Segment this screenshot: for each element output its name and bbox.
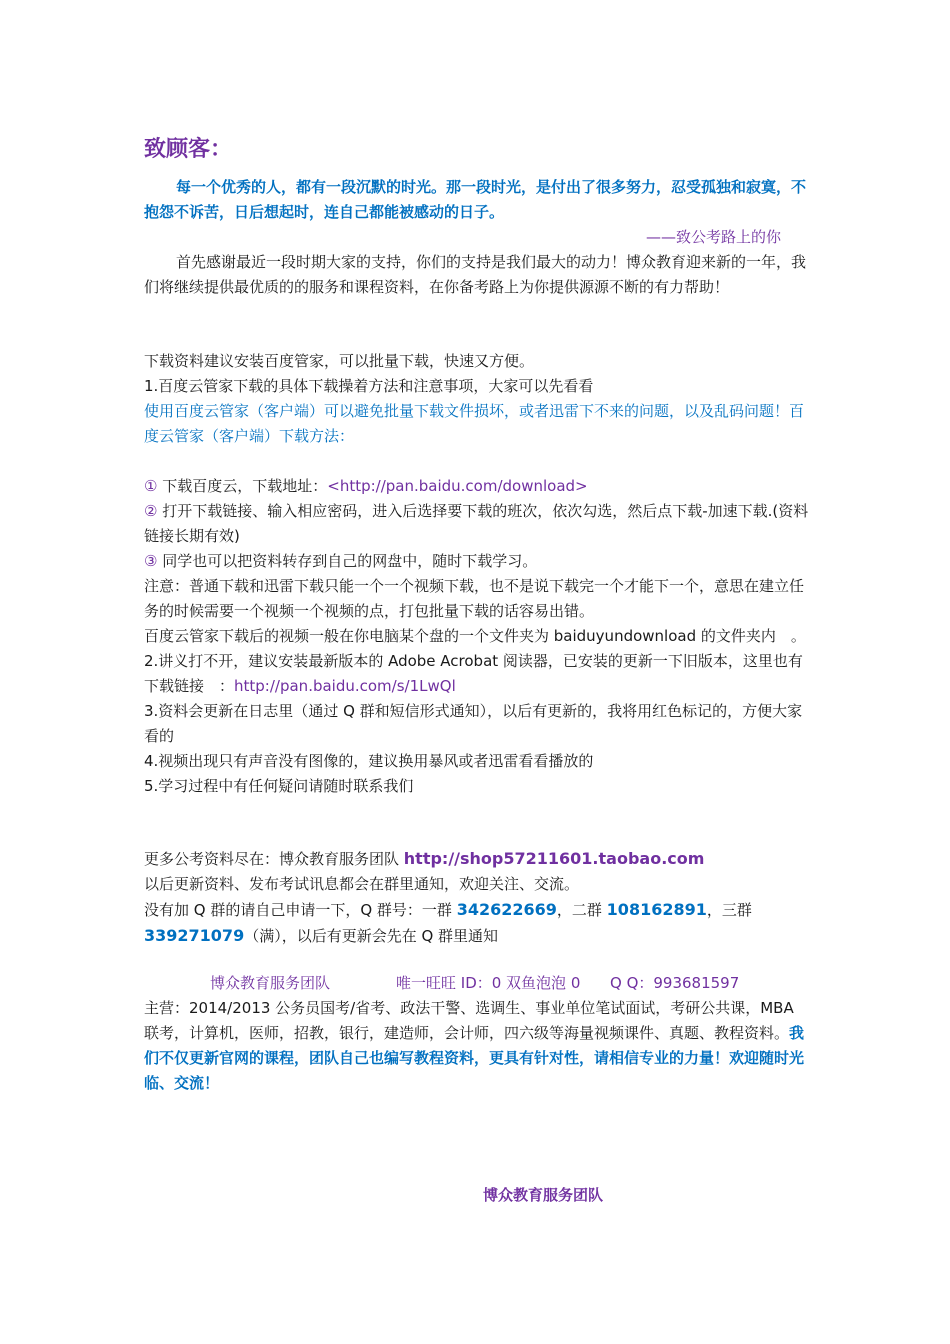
contact-wangwang: 唯一旺旺 ID：0 双鱼泡泡 0	[396, 974, 581, 992]
more-line	[144, 846, 809, 872]
download-suggestion: 下载资料建议安装百度管家，可以批量下载，快速又方便。	[144, 352, 535, 370]
contact-team: 博众教育服务团队	[210, 974, 331, 992]
qq-sep-1: ，二群	[556, 901, 607, 919]
acrobat-link[interactable]: http://pan.baidu.com/s/1LwQl	[234, 677, 456, 695]
more-section	[144, 846, 809, 949]
shop-link[interactable]: http://shop57211601.taobao.com	[403, 849, 705, 868]
main-business-blue: 我们不仅更新官网的课程，团队自己也编写教程资料，更具有针对性，请相信专业的力量！欢迎随时光临、交流！	[144, 1024, 805, 1092]
step-3-marker: ③	[144, 552, 158, 570]
download-step-1	[144, 474, 809, 499]
download-item-2	[144, 649, 809, 699]
contact-qq: Q Q：993681597	[610, 974, 740, 992]
intro-paragraph	[144, 250, 809, 300]
download-step-3	[144, 549, 809, 574]
qq-sep-2: ，三群	[706, 901, 752, 919]
download-item-1: 1.百度云管家下载的具体下载操着方法和注意事项，大家可以先看看	[144, 377, 594, 395]
item-2-text: 2.讲义打不开，建议安装最新版本的 Adobe Acrobat 阅读器，已安装的更新一下旧版本，这里也有下载链接 ：	[144, 652, 803, 695]
step-3-text: 同学也可以把资料转存到自己的网盘中，随时下载学习。	[162, 552, 538, 570]
main-business	[144, 996, 809, 1096]
download-step-2	[144, 499, 809, 549]
quote-text: 每一个优秀的人，都有一段沉默的时光。那一段时光，是付出了很多努力，忍受孤独和寂寞，不抱怨不诉苦，日后想起时，连自己都能被感动的日子。	[144, 178, 807, 221]
signature: 博众教育服务团队	[483, 1186, 604, 1204]
more-prefix: 更多公考资料尽在：博众教育服务团队	[144, 850, 404, 868]
download-item-4: 4.视频出现只有声音没有图像的，建议换用暴风或者迅雷看看播放的	[144, 752, 594, 770]
notify-line: 以后更新资料、发布考试讯息都会在群里通知，欢迎关注、交流。	[144, 875, 580, 893]
step-2-text: 打开下载链接、输入相应密码，进入后选择要下载的班次，依次勾选，然后点下载-加速下载.(资料链接长期有效)	[144, 502, 809, 545]
download-item-3: 3.资料会更新在日志里（通过 Q 群和短信形式通知），以后有更新的，我将用红色标记的，方便大家看的	[144, 702, 803, 745]
step-1-text: 下载百度云，下载地址：	[162, 477, 328, 495]
qq-suffix: （满），以后有更新会先在 Q 群里通知	[244, 927, 499, 945]
qq-group-3: 339271079	[144, 926, 245, 945]
qq-prefix: 没有加 Q 群的请自己申请一下，Q 群号：一群	[144, 901, 457, 919]
qq-group-1: 342622669	[456, 900, 557, 919]
main-business-text	[144, 996, 809, 1096]
blank-line	[144, 449, 809, 474]
quote-block	[144, 175, 809, 225]
download-link[interactable]: <http://pan.baidu.com/download>	[327, 477, 588, 495]
download-blue-note: 使用百度云管家（客户端）可以避免批量下载文件损坏，或者迅雷下不来的问题，以及乱码问题！百度云管家（客户端）下载方法：	[144, 402, 805, 445]
qq-group-2: 108162891	[606, 900, 707, 919]
qq-groups-line	[144, 897, 809, 949]
intro-text: 首先感谢最近一段时期大家的支持，你们的支持是我们最大的动力！博众教育迎来新的一年，我们将继续提供最优质的的服务和课程资料，在你备考路上为你提供源源不断的有力帮助！	[144, 253, 807, 296]
page-title: 致顾客：	[144, 136, 233, 162]
main-business-plain: 主营：2014/2013 公务员国考/省考、政法干警、选调生、事业单位笔试面试，考研公共课，MBA 联考，计算机，医师，招教，银行，建造师，会计师，四六级等海量视频课件、真题、教程资料。	[144, 999, 794, 1042]
download-section	[144, 349, 809, 799]
step-1-marker: ①	[144, 477, 158, 495]
quote-attribution: ——致公考路上的你	[646, 228, 782, 246]
download-item-5: 5.学习过程中有任何疑问请随时联系我们	[144, 777, 414, 795]
download-folder-note: 百度云管家下载后的视频一般在你电脑某个盘的一个文件夹为 baiduyundownload 的文件夹内 。	[144, 627, 806, 645]
step-2-marker: ②	[144, 502, 158, 520]
download-notice: 注意：普通下载和迅雷下载只能一个一个视频下载，也不是说下载完一个才能下一个，意思在建立任务的时候需要一个视频一个视频的点，打包批量下载的话容易出错。	[144, 577, 805, 620]
